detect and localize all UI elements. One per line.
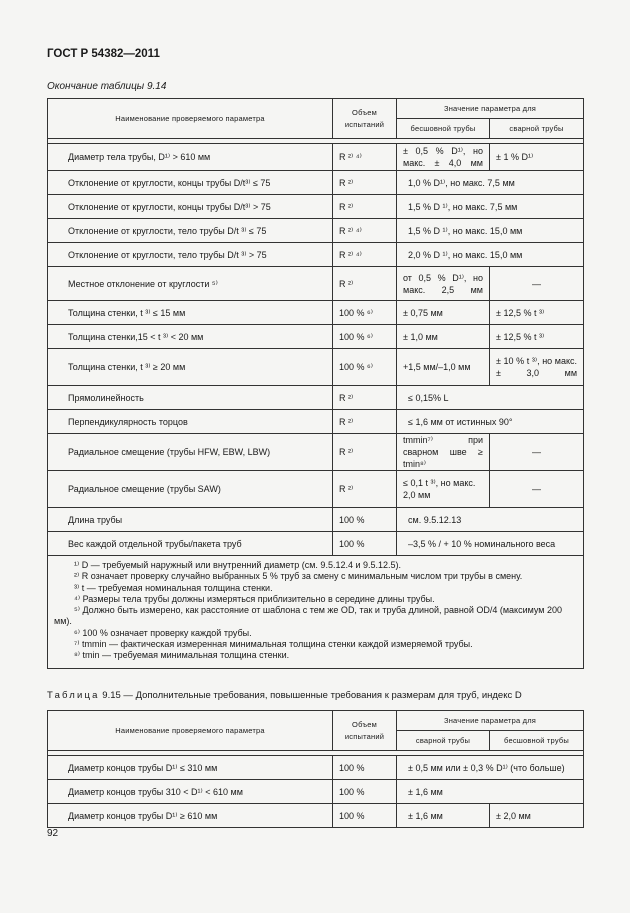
page-number: 92 xyxy=(47,828,59,839)
seamless-cell: ± 2,0 мм xyxy=(490,804,584,828)
table-9-15-title xyxy=(47,690,522,701)
scope-cell: 100 % ⁶⁾ xyxy=(333,301,397,325)
footnote: ¹⁾ D — требуемый наружный или внутренний диаметр (см. 9.5.12.4 и 9.5.12.5). xyxy=(74,560,402,570)
scope-cell: 100 % xyxy=(333,780,397,804)
value-cell: ± 1,6 мм xyxy=(397,780,584,804)
param-cell: Диаметр концов трубы D¹⁾ ≤ 310 мм xyxy=(48,756,333,780)
scope-cell: R ²⁾ xyxy=(333,386,397,410)
param-cell: Местное отклонение от круглости ⁵⁾ xyxy=(48,267,333,301)
table-row xyxy=(48,780,584,804)
param-cell: Отклонение от круглости, концы трубы D/t³⁾ > 75 xyxy=(48,195,333,219)
value-cell: 1,0 % D¹⁾, но макс. 7,5 мм xyxy=(397,171,584,195)
param-cell: Радиальное смещение (трубы SAW) xyxy=(48,471,333,508)
header-welded: сварной трубы xyxy=(397,731,490,751)
header-welded: сварной трубы xyxy=(490,119,584,139)
table-title: 9.15 — Дополнительные требования, повышенные требования к размерам для труб, индекс D xyxy=(102,690,522,701)
param-cell: Радиальное смещение (трубы HFW, EBW, LBW) xyxy=(48,434,333,471)
table-row xyxy=(48,243,584,267)
seamless-cell: ± 1,0 мм xyxy=(397,325,490,349)
scope-cell: R ²⁾ xyxy=(333,471,397,508)
table-row xyxy=(48,434,584,471)
welded-cell: ± 1,6 мм xyxy=(397,804,490,828)
welded-cell: — xyxy=(490,434,584,471)
table-row xyxy=(48,219,584,243)
welded-cell: ± 10 % t ³⁾, но макс. ± 3,0 мм xyxy=(490,349,584,386)
scope-cell: R ²⁾ xyxy=(333,195,397,219)
value-cell: ≤ 0,15% L xyxy=(397,386,584,410)
param-cell: Диаметр тела трубы, D¹⁾ > 610 мм xyxy=(48,144,333,171)
scope-cell: R ²⁾ ⁴⁾ xyxy=(333,243,397,267)
header-param: Наименование проверяемого параметра xyxy=(48,99,333,139)
scope-cell: 100 % xyxy=(333,532,397,556)
param-cell: Диаметр концов трубы 310 < D¹⁾ < 610 мм xyxy=(48,780,333,804)
table-row xyxy=(48,508,584,532)
welded-cell: — xyxy=(490,471,584,508)
scope-cell: R ²⁾ ⁴⁾ xyxy=(333,144,397,171)
param-cell: Прямолинейность xyxy=(48,386,333,410)
scope-cell: 100 % xyxy=(333,756,397,780)
table-row xyxy=(48,301,584,325)
value-cell: 1,5 % D ¹⁾, но макс. 7,5 мм xyxy=(397,195,584,219)
value-cell: 2,0 % D ¹⁾, но макс. 15,0 мм xyxy=(397,243,584,267)
scope-cell: 100 % xyxy=(333,804,397,828)
table-row xyxy=(48,532,584,556)
scope-cell: R ²⁾ xyxy=(333,267,397,301)
value-cell: см. 9.5.12.13 xyxy=(397,508,584,532)
footnote: ⁶⁾ 100 % означает проверку каждой трубы. xyxy=(74,627,252,638)
table-label: Таблица xyxy=(47,690,100,701)
seamless-cell: +1,5 мм/–1,0 мм xyxy=(397,349,490,386)
welded-cell: ± 12,5 % t ³⁾ xyxy=(490,325,584,349)
footnote: ⁵⁾ Должно быть измерено, как расстояние от шаблона с тем же OD, так и труба длиной, равной OD/4 (максимум 200 мм). xyxy=(54,605,562,627)
table-row xyxy=(48,325,584,349)
scope-cell: 100 % ⁶⁾ xyxy=(333,325,397,349)
param-cell: Диаметр концов трубы D¹⁾ ≥ 610 мм xyxy=(48,804,333,828)
seamless-cell: tmmin⁷⁾ при сварном шве ≥ tmin⁸⁾ xyxy=(397,434,490,471)
param-cell: Толщина стенки, t ³⁾ ≤ 15 мм xyxy=(48,301,333,325)
param-cell: Отклонение от круглости, тело трубы D/t ³⁾ > 75 xyxy=(48,243,333,267)
seamless-cell: ≤ 0,1 t ³⁾, но макс. 2,0 мм xyxy=(397,471,490,508)
table-row xyxy=(48,195,584,219)
header-value: Значение параметра для xyxy=(397,99,584,119)
table-notes xyxy=(48,556,584,669)
table-row xyxy=(48,756,584,780)
scope-cell: R ²⁾ ⁴⁾ xyxy=(333,219,397,243)
welded-cell: ± 12,5 % t ³⁾ xyxy=(490,301,584,325)
param-cell: Длина трубы xyxy=(48,508,333,532)
value-cell: –3,5 % / + 10 % номинального веса xyxy=(397,532,584,556)
table-row xyxy=(48,386,584,410)
param-cell: Отклонение от круглости, концы трубы D/t³⁾ ≤ 75 xyxy=(48,171,333,195)
table-9-15 xyxy=(47,710,584,828)
footnote: ⁴⁾ Размеры тела трубы должны измеряться приблизительно в середине длины трубы. xyxy=(74,593,435,604)
scope-cell: R ²⁾ xyxy=(333,171,397,195)
value-cell: 1,5 % D ¹⁾, но макс. 15,0 мм xyxy=(397,219,584,243)
value-cell: ± 0,5 мм или ± 0,3 % D¹⁾ (что больше) xyxy=(397,756,584,780)
value-cell: ≤ 1,6 мм от истинных 90° xyxy=(397,410,584,434)
table-row xyxy=(48,471,584,508)
param-cell: Вес каждой отдельной трубы/пакета труб xyxy=(48,532,333,556)
table-caption: Окончание таблицы 9.14 xyxy=(47,81,167,92)
table-row xyxy=(48,410,584,434)
table-row xyxy=(48,144,584,171)
scope-cell: R ²⁾ xyxy=(333,434,397,471)
header-scope: Объем испытаний xyxy=(333,711,397,751)
header-value: Значение параметра для xyxy=(397,711,584,731)
table-row xyxy=(48,267,584,301)
scope-cell: 100 % xyxy=(333,508,397,532)
table-row xyxy=(48,349,584,386)
param-cell: Толщина стенки, t ³⁾ ≥ 20 мм xyxy=(48,349,333,386)
document-id: ГОСТ Р 54382—2011 xyxy=(47,48,160,60)
header-param: Наименование проверяемого параметра xyxy=(48,711,333,751)
footnote: ²⁾ R означает проверку случайно выбранных 5 % труб за смену с минимальным числом три трубы в смену. xyxy=(74,571,523,582)
footnote: ⁷⁾ tmmin — фактическая измеренная минимальная толщина стенки каждой измеряемой трубы. xyxy=(74,639,473,650)
param-cell: Толщина стенки,15 < t ³⁾ < 20 мм xyxy=(48,325,333,349)
scope-cell: R ²⁾ xyxy=(333,410,397,434)
footnote: ⁸⁾ tmin — требуемая минимальная толщина стенки. xyxy=(74,650,290,661)
footnote: ³⁾ t — требуемая номинальная толщина стенки. xyxy=(74,582,273,593)
seamless-cell: ± 0,75 мм xyxy=(397,301,490,325)
seamless-cell: ± 0,5 % D¹⁾, но макс. ± 4,0 мм xyxy=(397,144,490,171)
header-seamless: бесшовной трубы xyxy=(397,119,490,139)
header-scope: Объем испытаний xyxy=(333,99,397,139)
welded-cell: — xyxy=(490,267,584,301)
param-cell: Перпендикулярность торцов xyxy=(48,410,333,434)
table-row xyxy=(48,171,584,195)
welded-cell: ± 1 % D¹⁾ xyxy=(490,144,584,171)
table-row xyxy=(48,804,584,828)
scope-cell: 100 % ⁶⁾ xyxy=(333,349,397,386)
seamless-cell: от 0,5 % D¹⁾, но макс. 2,5 мм xyxy=(397,267,490,301)
header-seamless: бесшовной трубы xyxy=(490,731,584,751)
table-9-14 xyxy=(47,98,584,669)
param-cell: Отклонение от круглости, тело трубы D/t ³⁾ ≤ 75 xyxy=(48,219,333,243)
